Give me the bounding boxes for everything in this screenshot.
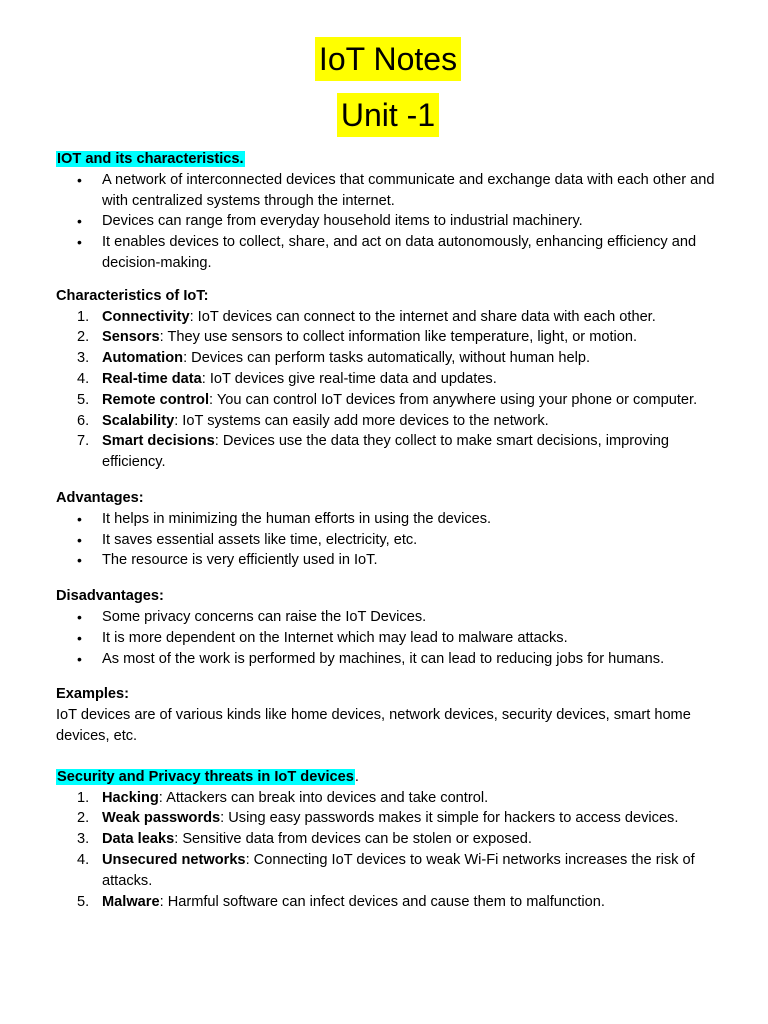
- term-description: : IoT devices can connect to the internet and share data with each other.: [189, 308, 656, 325]
- bullet-icon: •: [77, 510, 82, 527]
- list-item: [56, 808, 720, 829]
- list-number: 6.: [77, 412, 90, 429]
- list-item-text: A network of interconnected devices that communicate and exchange data with each other and with centralized systems through the internet.: [102, 171, 715, 209]
- term: Malware: [102, 893, 160, 910]
- bullet-icon: •: [77, 531, 82, 548]
- list-item: [56, 327, 720, 348]
- doc-title: IoT Notes: [315, 37, 461, 81]
- characteristics-list: [56, 307, 720, 473]
- term: Unsecured networks: [102, 851, 246, 868]
- term-description: : They use sensors to collect information like temperature, light, or motion.: [159, 329, 638, 346]
- list-item-text: As most of the work is performed by machines, it can lead to reducing jobs for humans.: [102, 650, 665, 667]
- list-item-text: It is more dependent on the Internet which may lead to malware attacks.: [102, 629, 568, 646]
- bullet-icon: •: [77, 552, 82, 569]
- security-list: [56, 788, 720, 913]
- list-number: 1.: [77, 308, 90, 325]
- term: Sensors: [102, 329, 160, 346]
- list-number: 5.: [77, 893, 90, 910]
- term-description: : Devices use the data they collect to make smart decisions, improving efficiency.: [102, 433, 669, 471]
- list-item-text: It enables devices to collect, share, and act on data autonomously, enhancing efficiency and decision-making.: [102, 234, 697, 271]
- characteristics-section: [56, 286, 720, 473]
- examples-text: IoT devices are of various kinds like home devices, network devices, security devices, smart home devices, etc.: [56, 707, 691, 744]
- bullet-icon: •: [77, 608, 82, 625]
- term: Remote control: [102, 391, 210, 408]
- list-item: [56, 232, 720, 274]
- list-number: 4.: [77, 370, 90, 387]
- term-description: : You can control IoT devices from anywhere using your phone or computer.: [209, 391, 698, 408]
- title-block: [56, 37, 720, 137]
- iot-heading: IOT and its characteristics.: [57, 151, 244, 167]
- list-item: [56, 170, 720, 212]
- advantages-section: [56, 488, 720, 571]
- list-item: [56, 649, 720, 670]
- list-item-text: Some privacy concerns can raise the IoT Devices.: [102, 608, 427, 625]
- list-item: [56, 431, 720, 473]
- bullet-icon: •: [77, 629, 82, 646]
- term: Real-time data: [102, 370, 202, 387]
- list-number: 2.: [77, 329, 90, 346]
- term-description: : IoT systems can easily add more devices to the network.: [174, 412, 549, 429]
- disadvantages-heading: Disadvantages:: [56, 588, 164, 605]
- list-number: 1.: [77, 789, 90, 806]
- term-description: : IoT devices give real-time data and updates.: [201, 370, 497, 387]
- list-item-text: Devices can range from everyday household items to industrial machinery.: [102, 213, 583, 230]
- list-item: [56, 607, 720, 628]
- iot-bullet-list: [56, 170, 720, 274]
- term-description: : Using easy passwords makes it simple for hackers to access devices.: [220, 810, 679, 827]
- list-item: [56, 850, 720, 892]
- term-description: : Harmful software can infect devices and cause them to malfunction.: [159, 893, 605, 910]
- list-item: [56, 829, 720, 850]
- bullet-icon: •: [77, 171, 82, 188]
- list-item: [56, 211, 720, 232]
- term: Automation: [102, 350, 184, 367]
- list-item: [56, 788, 720, 809]
- list-item: [56, 892, 720, 913]
- list-item: [56, 550, 720, 571]
- list-item-text: It saves essential assets like time, electricity, etc.: [102, 531, 418, 548]
- examples-heading: Examples:: [56, 686, 130, 703]
- list-item: [56, 369, 720, 390]
- list-item: [56, 628, 720, 649]
- list-number: 4.: [77, 851, 90, 868]
- term: Smart decisions: [102, 433, 215, 450]
- term: Weak passwords: [102, 810, 221, 827]
- security-heading-suffix: .: [354, 768, 359, 785]
- term-description: : Attackers can break into devices and take control.: [158, 789, 489, 806]
- bullet-icon: •: [77, 650, 82, 667]
- bullet-icon: •: [77, 213, 82, 230]
- term: Connectivity: [102, 308, 190, 325]
- bullet-icon: •: [77, 234, 82, 251]
- list-item: [56, 411, 720, 432]
- list-item-text: The resource is very efficiently used in IoT.: [102, 552, 378, 569]
- term-description: : Sensitive data from devices can be stolen or exposed.: [174, 831, 532, 848]
- list-item: [56, 348, 720, 369]
- advantages-list: [56, 509, 720, 571]
- iot-section: [56, 149, 720, 274]
- examples-section: [56, 684, 720, 746]
- list-number: 3.: [77, 350, 90, 367]
- disadvantages-section: [56, 586, 720, 669]
- term-description: : Connecting IoT devices to weak Wi-Fi networks increases the risk of attacks.: [102, 851, 695, 889]
- list-item-text: It helps in minimizing the human efforts in using the devices.: [102, 510, 492, 527]
- list-item: [56, 390, 720, 411]
- security-section: [56, 767, 720, 913]
- disadvantages-list: [56, 607, 720, 669]
- advantages-heading: Advantages:: [56, 489, 144, 506]
- term: Scalability: [102, 412, 175, 429]
- list-number: 5.: [77, 391, 90, 408]
- list-number: 2.: [77, 810, 90, 827]
- characteristics-heading: Characteristics of IoT:: [56, 287, 209, 304]
- list-number: 3.: [77, 831, 90, 848]
- security-heading: Security and Privacy threats in IoT devices: [57, 768, 354, 785]
- term-description: : Devices can perform tasks automatically, without human help.: [183, 350, 590, 367]
- list-item: [56, 530, 720, 551]
- term: Hacking: [102, 789, 159, 806]
- list-item: [56, 307, 720, 328]
- term: Data leaks: [102, 831, 175, 848]
- list-item: [56, 509, 720, 530]
- unit-title: Unit -1: [337, 93, 439, 137]
- list-number: 7.: [77, 433, 90, 450]
